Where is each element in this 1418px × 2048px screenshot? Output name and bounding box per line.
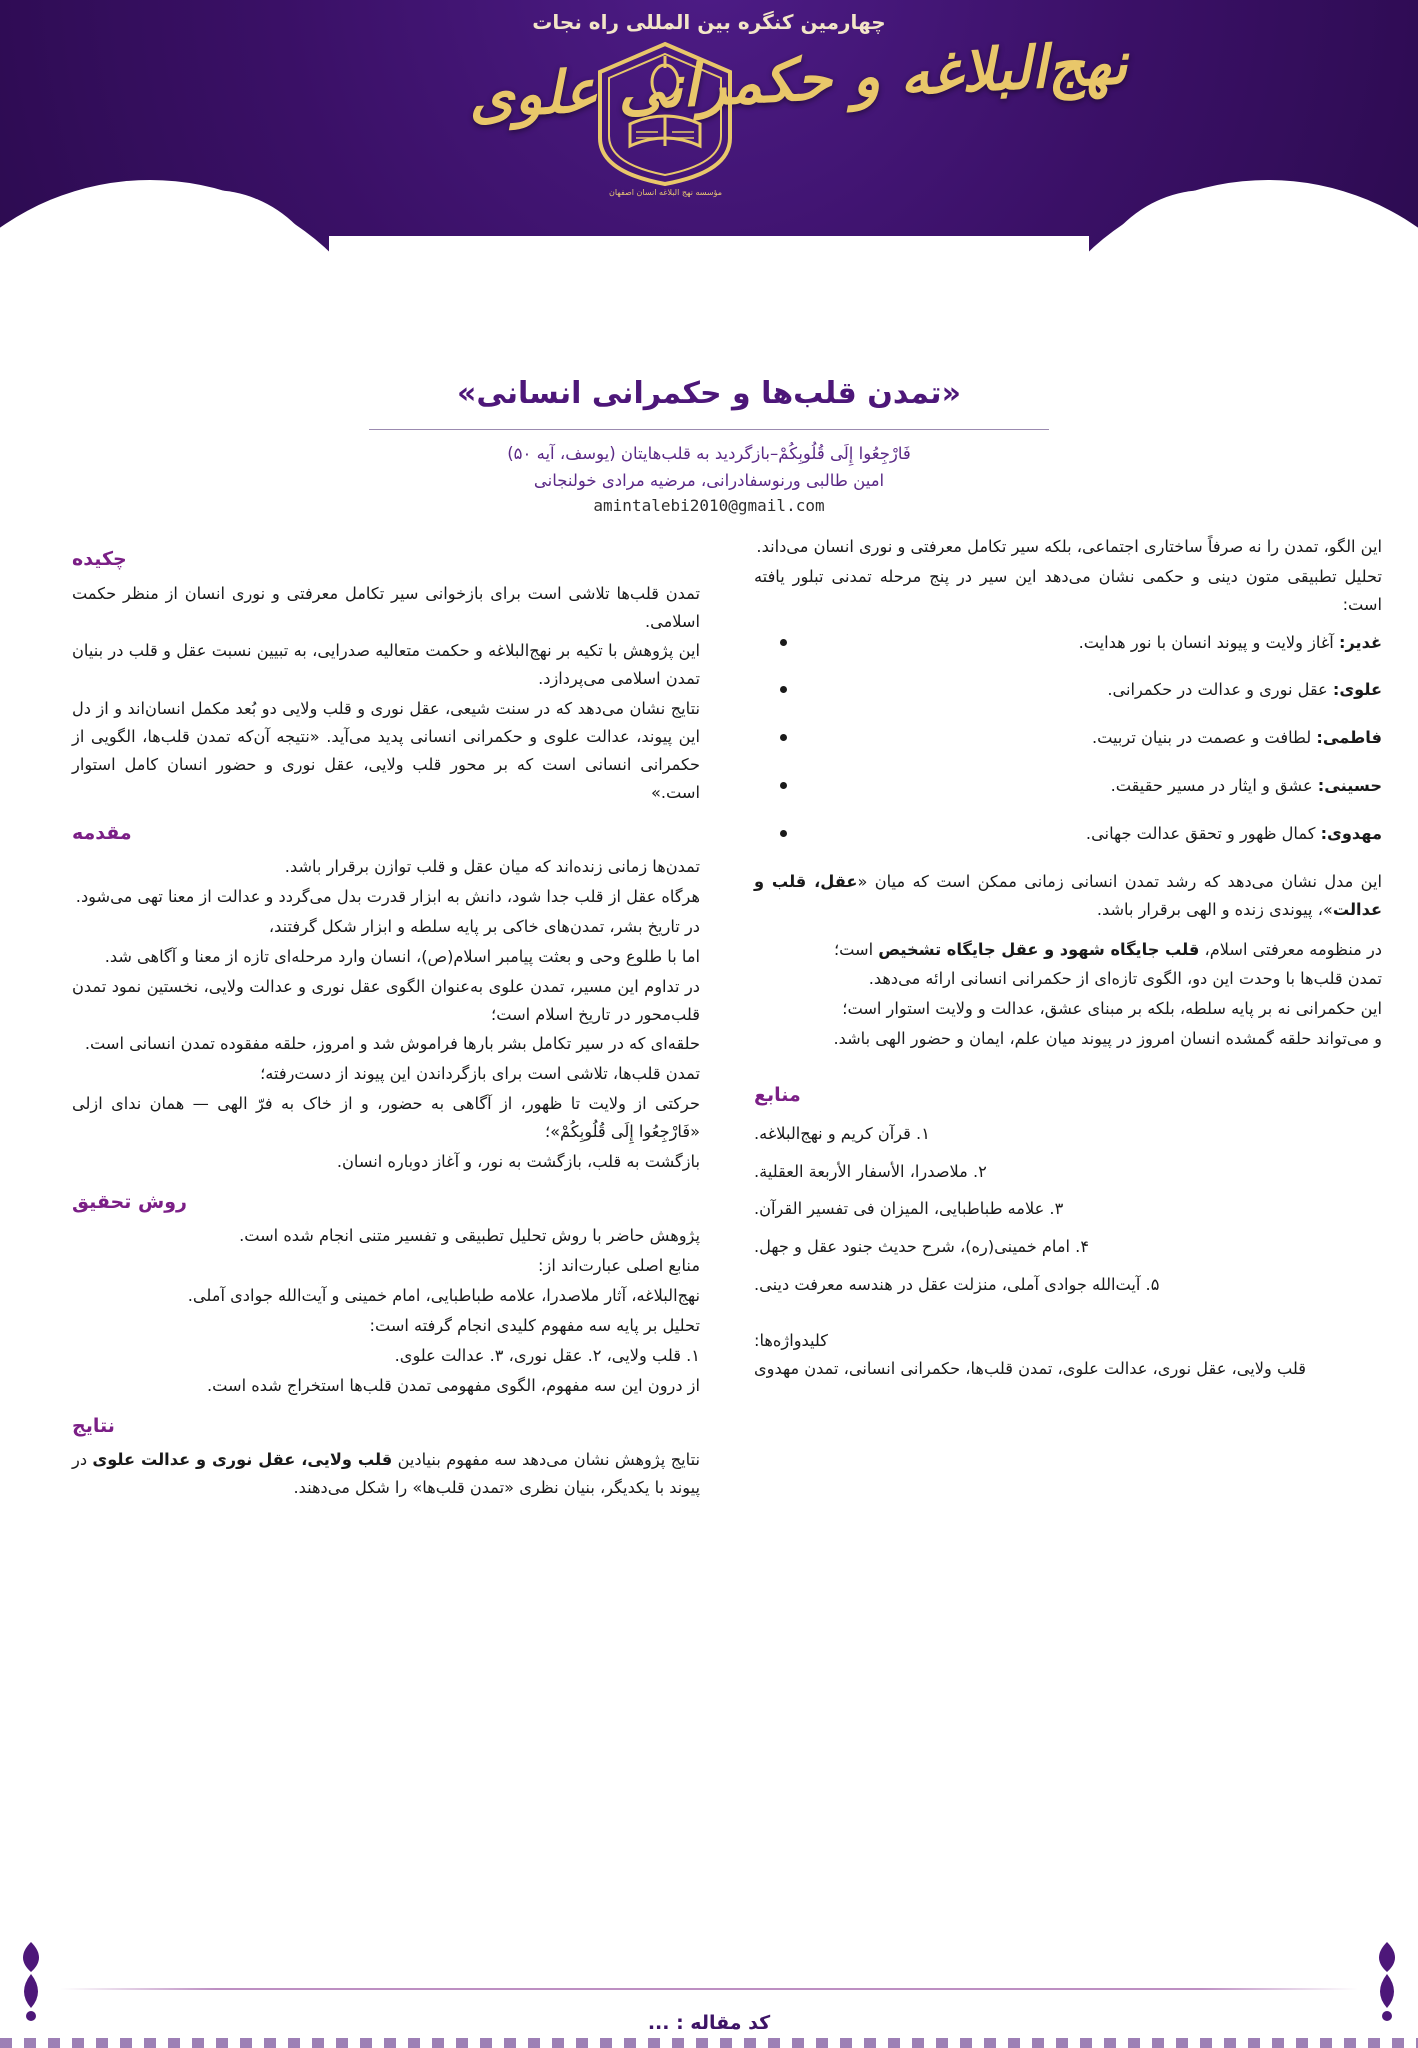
stage-text: عقل نوری و عدالت در حکمرانی. xyxy=(1107,680,1333,700)
reference-item: ۴. امام خمینی(ره)، شرح حدیث جنود عقل و جهل. xyxy=(754,1237,1090,1257)
method-heading: روش تحقیق xyxy=(72,1190,187,1213)
keywords-list: قلب ولایی، عقل نوری، عدالت علوی، تمدن قلب‌ها، حکمرانی انسانی، تمدن مهدوی xyxy=(754,1358,1306,1378)
keywords-label: کلیدواژه‌ها: xyxy=(754,1331,828,1350)
method-paragraph: پژوهش حاضر با روش تحلیل تطبیقی و تفسیر متنی انجام شده است. xyxy=(239,1226,700,1246)
references-heading: منابع xyxy=(754,1084,801,1107)
introduction-paragraph: اما با طلوع وحی و بعثت پیامبر اسلام(ص)، انسان وارد مرحله‌ای تازه از معنا و آگاهی شد. xyxy=(104,946,700,966)
congress-title: چهارمین کنگره بین المللی راه نجات xyxy=(532,10,886,34)
stage-name: مهدوی: xyxy=(1320,824,1382,844)
stage-name: حسینی: xyxy=(1317,776,1382,796)
abstract-paragraph: نتایج نشان می‌دهد که در سنت شیعی، عقل نوری و قلب ولایی دو بُعد مکمل انسان‌اند و از دل این پیوند، عدالت علوی و حکمرانی انسانی پدید می‌آید. «نتیجه آن‌که تمدن قلب‌ها، الگویی از حکمرانی انسانی است که بر محور قلب ولایی، عقل نوری و حضور انسان کامل استوار است.» xyxy=(72,699,700,802)
stage-text: عشق و ایثار در مسیر حقیقت. xyxy=(1110,776,1318,796)
page-header-banner xyxy=(0,0,1418,310)
stage-text: کمال ظهور و تحقق عدالت جهانی. xyxy=(1085,824,1321,844)
results-paragraph: نتایج پژوهش نشان می‌دهد سه مفهوم بنیادین قلب ولایی، عقل نوری و عدالت علوی در پیوند با یکدیگر، بنیان نظری «تمدن قلب‌ها» را شکل می‌دهند. xyxy=(72,1450,700,1498)
stage-text: آغاز ولایت و پیوند انسان با نور هدایت. xyxy=(1078,632,1339,652)
stage-list xyxy=(754,629,1382,848)
list-item xyxy=(754,724,1382,752)
introduction-paragraph: حلقه‌ای که در سیر تکامل بشر بارها فراموش شد و امروز، حلقه مفقوده تمدن انسانی است. xyxy=(84,1034,700,1054)
left-intro-0: این الگو، تمدن را نه صرفاً ساختاری اجتماعی، بلکه سیر تکامل معرفتی و نوری انسان می‌داند. xyxy=(756,537,1382,556)
footer-divider xyxy=(60,1988,1358,1990)
institute-logo-icon xyxy=(590,38,740,188)
method-paragraph: از درون این سه مفهوم، الگوی مفهومی تمدن قلب‌ها استخراج شده است. xyxy=(206,1375,700,1395)
method-paragraph: منابع اصلی عبارت‌اند از: xyxy=(538,1256,700,1276)
introduction-paragraph: تمدن قلب‌ها، تلاشی است برای بازگرداندن این پیوند از دست‌رفته؛ xyxy=(260,1064,700,1084)
list-item xyxy=(754,676,1382,704)
paragraph-spacer xyxy=(754,926,1382,936)
list-item xyxy=(754,629,1382,657)
list-item xyxy=(754,820,1382,848)
method-paragraph: ۱. قلب ولایی، ۲. عقل نوری، ۳. عدالت علوی. xyxy=(394,1345,700,1365)
stage-text: لطافت و عصمت در بنیان تربیت. xyxy=(1091,728,1317,748)
reference-item: ۵. آیت‌الله جوادی آملی، منزلت عقل در هندسه معرفت دینی. xyxy=(754,1275,1160,1295)
paper-title: «تمدن قلب‌ها و حکمرانی انسانی» xyxy=(457,376,961,411)
method-paragraph: نهج‌البلاغه، آثار ملاصدرا، علامه طباطبایی، امام خمینی و آیت‌الله جوادی آملی. xyxy=(187,1286,700,1306)
introduction-paragraph: در تاریخ بشر، تمدن‌های خاکی بر پایه سلطه و ابزار شکل گرفتند، xyxy=(268,916,700,936)
results-heading: نتایج xyxy=(72,1414,115,1437)
left-body-2: تمدن قلب‌ها با وحدت این دو، الگوی تازه‌ای از حکمرانی انسانی ارائه می‌دهد. xyxy=(868,969,1382,989)
introduction-paragraph: حرکتی از ولایت تا ظهور، از آگاهی به حضور، و از خاک به فرّ الهی — همان ندای ازلی «فَارْجِعُوا إِلَى قُلُوبِكُمْ»؛ xyxy=(72,1094,700,1141)
paper-code: کد مقاله : ... xyxy=(647,2012,771,2034)
abstract-heading: چکیده xyxy=(72,548,127,570)
author-email: amintalebi2010@gmail.com xyxy=(593,496,825,515)
paper-subtitle: فَارْجِعُوا إِلَى قُلُوبِكُمْ–بازگردید به قلب‌هایتان (یوسف، آیه ۵۰) xyxy=(507,444,911,463)
reference-item: ۱. قرآن کریم و نهج‌البلاغه. xyxy=(754,1123,930,1143)
introduction-paragraph: تمدن‌ها زمانی زنده‌اند که میان عقل و قلب توازن برقرار باشد. xyxy=(284,857,700,877)
left-body-4: و می‌تواند حلقه گمشده انسان امروز در پیوند میان علم، ایمان و حضور الهی باشد. xyxy=(833,1029,1382,1049)
reference-item: ۲. ملاصدرا، الأسفار الأربعة العقلیة. xyxy=(754,1161,987,1181)
left-body-0: این مدل نشان می‌دهد که رشد تمدن انسانی زمانی ممکن است که میان «عقل، قلب و عدالت»، پیوندی زنده و الهی برقرار باشد. xyxy=(754,871,1383,919)
reference-item: ۳. علامه طباطبایی، المیزان فی تفسیر القرآن. xyxy=(754,1199,1064,1219)
left-column xyxy=(754,533,1382,1504)
introduction-paragraph: بازگشت به قلب، بازگشت به نور، و آغاز دوباره انسان. xyxy=(336,1151,700,1171)
stage-name: علوی: xyxy=(1332,680,1382,700)
title-divider xyxy=(369,429,1049,430)
introduction-paragraph: هرگاه عقل از قلب جدا شود، دانش به ابزار قدرت بدل می‌گردد و عدالت از معنا تهی می‌شود. xyxy=(75,887,700,907)
introduction-heading: مقدمه xyxy=(72,821,132,844)
stage-name: فاطمی: xyxy=(1316,728,1382,748)
page-footer xyxy=(0,1932,1418,2048)
abstract-paragraph: این پژوهش با تکیه بر نهج‌البلاغه و حکمت متعالیه صدرایی، به تبیین نسبت عقل و قلب در بنیان تمدن اسلامی می‌پردازد. xyxy=(72,641,700,689)
list-item xyxy=(754,772,1382,800)
article-body xyxy=(36,533,1382,1504)
paper-authors: امین طالبی ورنوسفادرانی، مرضیه مرادی خولنجانی xyxy=(533,471,885,490)
congress-calligraphy-logo: نهج‌البلاغه و حکمرانی علوی xyxy=(466,28,1130,132)
left-body-1: در منظومه معرفتی اسلام، قلب جایگاه شهود و عقل جایگاه تشخیص است؛ xyxy=(834,939,1382,959)
method-paragraph: تحلیل بر پایه سه مفهوم کلیدی انجام گرفته است: xyxy=(369,1315,700,1335)
stage-name: غدیر: xyxy=(1338,632,1382,652)
left-body-3: این حکمرانی نه بر پایه سلطه، بلکه بر مبنای عشق، عدالت و ولایت استوار است؛ xyxy=(842,999,1382,1019)
footer-edge-pattern xyxy=(0,2038,1418,2048)
abstract-paragraph: تمدن قلب‌ها تلاشی است برای بازخوانی سیر تکامل معرفتی و نوری انسان از منظر حکمت اسلامی. xyxy=(72,583,700,631)
left-intro-1: تحلیل تطبیقی متون دینی و حکمی نشان می‌دهد این سیر در پنج مرحله تمدنی تبلور یافته است: xyxy=(754,566,1382,614)
banner-scallop-center xyxy=(329,236,1089,310)
introduction-paragraph: در تداوم این مسیر، تمدن علوی به‌عنوان الگوی عقل نوری و عدالت ولایی، نخستین نمود تمدن قلب‌محور در تاریخ اسلام است؛ xyxy=(72,976,700,1024)
right-column xyxy=(72,533,700,1504)
institute-logo-caption: مؤسسه نهج البلاغه انسان اصفهان xyxy=(608,188,723,197)
